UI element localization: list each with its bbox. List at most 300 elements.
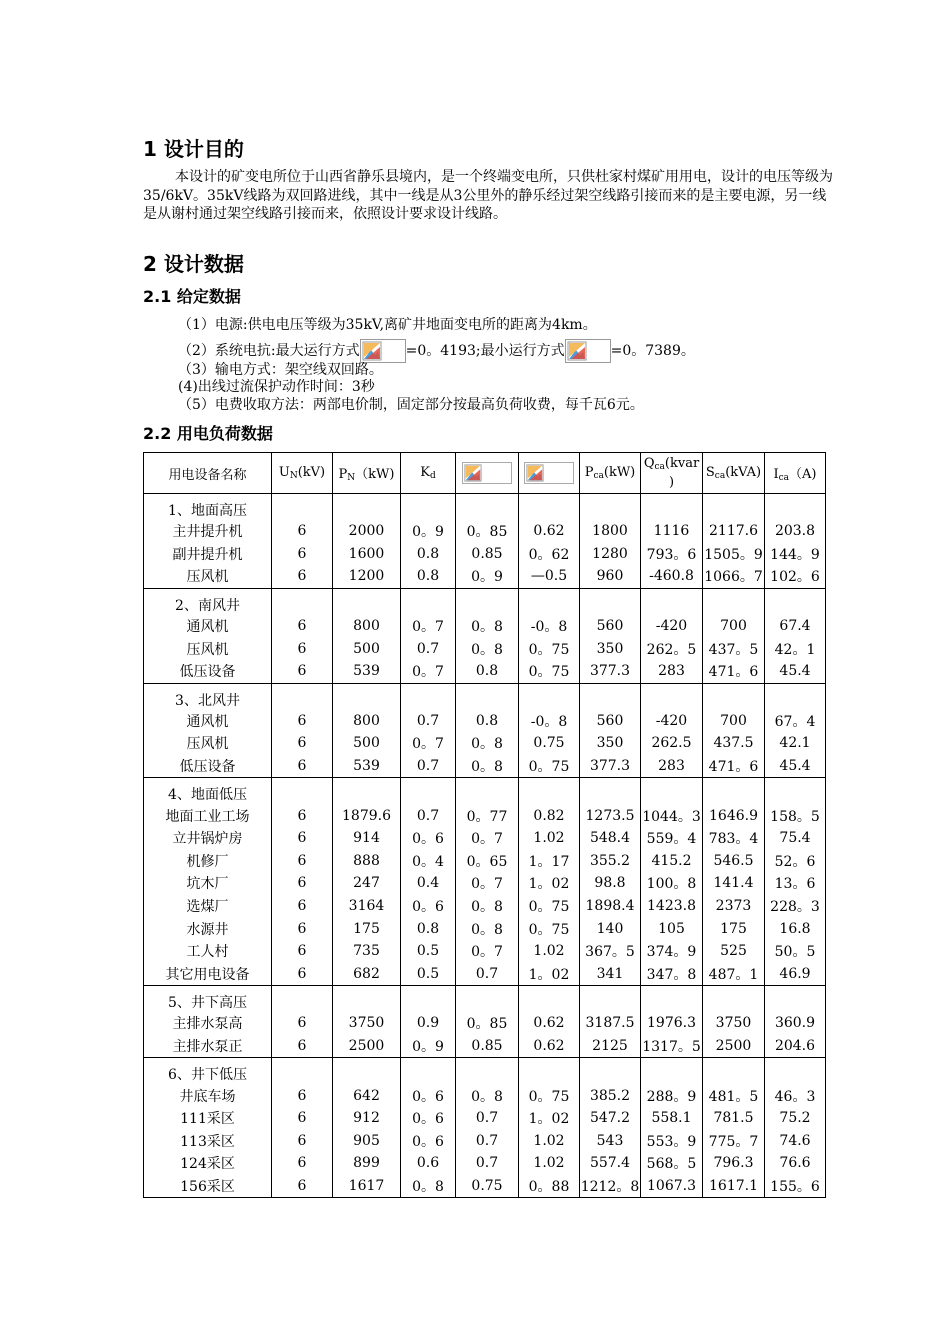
- cell-pca: 557.4: [580, 1152, 641, 1175]
- cell-un: 6: [272, 1012, 333, 1035]
- empty-cell: [456, 778, 519, 805]
- table-row: [144, 1175, 826, 1198]
- cell-un: 6: [272, 1175, 333, 1198]
- cell-cos: 0.8: [456, 660, 519, 683]
- cell-pca: 350: [580, 637, 641, 660]
- empty-cell: [333, 986, 401, 1013]
- header-ica: $I_{ca}(A)$: [765, 453, 826, 494]
- cell-name: 副井提升机: [144, 543, 272, 566]
- cell-pca: 355.2: [580, 850, 641, 873]
- cell-cos: 0。65: [456, 850, 519, 873]
- cell-tan: 0.62: [519, 1012, 580, 1035]
- cell-kd: 0.8: [401, 543, 456, 566]
- cell-tan: 1.02: [519, 1152, 580, 1175]
- cell-pn: 682: [333, 963, 401, 986]
- cell-name: 压风机: [144, 732, 272, 755]
- cell-sca: 1505。9: [703, 543, 765, 566]
- cell-un: 6: [272, 732, 333, 755]
- group-title: 1、地面高压: [144, 494, 272, 521]
- cell-name: 通风机: [144, 615, 272, 638]
- empty-cell: [641, 778, 703, 805]
- cell-pn: 1617: [333, 1175, 401, 1198]
- empty-cell: [272, 1058, 333, 1085]
- cell-cos: 0。8: [456, 755, 519, 778]
- cell-name: 压风机: [144, 565, 272, 588]
- cell-pca: 385.2: [580, 1084, 641, 1107]
- given-line-1: （1）电源:供电电压等级为35kV,离矿井地面变电所的距离为4km。: [178, 317, 597, 333]
- cell-name: 156采区: [144, 1175, 272, 1198]
- empty-cell: [765, 494, 826, 521]
- cell-qca: 1976.3: [641, 1012, 703, 1035]
- cell-ica: 75.4: [765, 827, 826, 850]
- cell-tan: —0.5: [519, 565, 580, 588]
- empty-cell: [765, 588, 826, 615]
- cell-kd: 0。7: [401, 615, 456, 638]
- cell-pca: 98.8: [580, 872, 641, 895]
- table-row: [144, 827, 826, 850]
- cell-ica: 158。5: [765, 804, 826, 827]
- empty-cell: [519, 1058, 580, 1085]
- cell-pca: 1898.4: [580, 895, 641, 918]
- cell-ica: 45.4: [765, 660, 826, 683]
- empty-cell: [401, 494, 456, 521]
- cell-tan: -0。8: [519, 710, 580, 733]
- cell-sca: 471。6: [703, 660, 765, 683]
- cell-pn: 905: [333, 1129, 401, 1152]
- cell-kd: 0。6: [401, 1084, 456, 1107]
- empty-cell: [765, 778, 826, 805]
- cell-cos: 0.7: [456, 1129, 519, 1152]
- cell-qca: 793。6: [641, 543, 703, 566]
- empty-cell: [765, 683, 826, 710]
- empty-cell: [703, 778, 765, 805]
- cell-pca: 341: [580, 963, 641, 986]
- cell-un: 6: [272, 710, 333, 733]
- empty-cell: [703, 986, 765, 1013]
- cell-kd: 0.4: [401, 872, 456, 895]
- cell-name: 机修厂: [144, 850, 272, 873]
- cell-pn: 175: [333, 917, 401, 940]
- cell-sca: 1617.1: [703, 1175, 765, 1198]
- cell-cos: 0。8: [456, 1084, 519, 1107]
- cell-qca: 1116: [641, 520, 703, 543]
- table-row: [144, 755, 826, 778]
- empty-cell: [401, 1058, 456, 1085]
- cell-sca: 141.4: [703, 872, 765, 895]
- cell-kd: 0.5: [401, 963, 456, 986]
- cell-sca: 471。6: [703, 755, 765, 778]
- cell-pn: 912: [333, 1107, 401, 1130]
- table-row: [144, 1012, 826, 1035]
- cell-un: 6: [272, 615, 333, 638]
- empty-cell: [333, 683, 401, 710]
- cell-sca: 2373: [703, 895, 765, 918]
- cell-kd: 0.5: [401, 940, 456, 963]
- empty-cell: [641, 494, 703, 521]
- cell-qca: 283: [641, 660, 703, 683]
- cell-cos: 0。9: [456, 565, 519, 588]
- header-tan-image: [519, 453, 580, 494]
- empty-cell: [703, 588, 765, 615]
- cell-un: 6: [272, 827, 333, 850]
- cell-pca: 1273.5: [580, 804, 641, 827]
- cell-sca: 1066。7: [703, 565, 765, 588]
- cell-ica: 42。1: [765, 637, 826, 660]
- empty-cell: [703, 1058, 765, 1085]
- section-1-title: 1 设计目的: [143, 137, 244, 161]
- given-line-4: (4)出线过流保护动作时间：3秒: [178, 379, 375, 395]
- cell-tan: 0。75: [519, 755, 580, 778]
- cell-tan: 1.02: [519, 940, 580, 963]
- cell-ica: 228。3: [765, 895, 826, 918]
- cell-pn: 539: [333, 660, 401, 683]
- cell-un: 6: [272, 872, 333, 895]
- cell-tan: 0。75: [519, 895, 580, 918]
- cell-pn: 500: [333, 732, 401, 755]
- cell-kd: 0。6: [401, 1107, 456, 1130]
- table-row: [144, 732, 826, 755]
- empty-cell: [456, 494, 519, 521]
- cell-qca: 1067.3: [641, 1175, 703, 1198]
- empty-cell: [641, 986, 703, 1013]
- cell-un: 6: [272, 520, 333, 543]
- header-pn: $P_N(kW)$: [333, 453, 401, 494]
- table-body: [144, 494, 826, 1198]
- empty-cell: [765, 986, 826, 1013]
- empty-cell: [333, 588, 401, 615]
- load-data-table: [143, 452, 826, 1198]
- cell-tan: 0。75: [519, 660, 580, 683]
- cell-qca: 374。9: [641, 940, 703, 963]
- cell-name: 主排水泵高: [144, 1012, 272, 1035]
- cell-cos: 0。85: [456, 520, 519, 543]
- broken-image-icon: [524, 462, 574, 484]
- cell-tan: 1。02: [519, 963, 580, 986]
- cell-pn: 800: [333, 710, 401, 733]
- section-2-title: 2 设计数据: [143, 252, 244, 276]
- cell-ica: 50。5: [765, 940, 826, 963]
- cell-sca: 525: [703, 940, 765, 963]
- table-row: [144, 543, 826, 566]
- cell-pn: 888: [333, 850, 401, 873]
- cell-un: 6: [272, 963, 333, 986]
- cell-qca: 347。8: [641, 963, 703, 986]
- cell-qca: 288。9: [641, 1084, 703, 1107]
- cell-kd: 0。6: [401, 1129, 456, 1152]
- cell-pca: 560: [580, 710, 641, 733]
- header-name: 用电设备名称: [144, 453, 272, 494]
- cell-pn: 2500: [333, 1035, 401, 1058]
- cell-cos: 0。7: [456, 940, 519, 963]
- cell-name: 主井提升机: [144, 520, 272, 543]
- cell-name: 其它用电设备: [144, 963, 272, 986]
- cell-qca: 283: [641, 755, 703, 778]
- cell-cos: 0。85: [456, 1012, 519, 1035]
- cell-pca: 367。5: [580, 940, 641, 963]
- cell-qca: 1423.8: [641, 895, 703, 918]
- cell-un: 6: [272, 1107, 333, 1130]
- empty-cell: [519, 778, 580, 805]
- header-qca: $Q_{ca}(kvar$ ): [641, 453, 703, 494]
- cell-cos: 0.8: [456, 710, 519, 733]
- cell-ica: 102。6: [765, 565, 826, 588]
- empty-cell: [641, 588, 703, 615]
- cell-name: 压风机: [144, 637, 272, 660]
- cell-pca: 3187.5: [580, 1012, 641, 1035]
- cell-name: 坑木厂: [144, 872, 272, 895]
- cell-tan: 1。02: [519, 1107, 580, 1130]
- cell-kd: 0.7: [401, 804, 456, 827]
- cell-cos: 0.7: [456, 1152, 519, 1175]
- cell-tan: 0.62: [519, 520, 580, 543]
- given-line-3: （3）输电方式：架空线双回路。: [178, 362, 383, 378]
- group-title: 2、南风井: [144, 588, 272, 615]
- broken-image-icon: [462, 462, 512, 484]
- empty-cell: [580, 1058, 641, 1085]
- cell-un: 6: [272, 1084, 333, 1107]
- broken-image-icon: [360, 339, 406, 363]
- cell-ica: 203.8: [765, 520, 826, 543]
- cell-un: 6: [272, 850, 333, 873]
- cell-pn: 539: [333, 755, 401, 778]
- given-line-2-a: （2）系统电抗:最大运行方式: [178, 343, 360, 359]
- cell-pca: 548.4: [580, 827, 641, 850]
- section-2-1-title: 2.1 给定数据: [143, 287, 241, 306]
- cell-kd: 0.7: [401, 637, 456, 660]
- cell-ica: 76.6: [765, 1152, 826, 1175]
- cell-pn: 500: [333, 637, 401, 660]
- cell-pca: 140: [580, 917, 641, 940]
- cell-sca: 700: [703, 710, 765, 733]
- cell-ica: 144。9: [765, 543, 826, 566]
- table-row: [144, 1152, 826, 1175]
- cell-pn: 899: [333, 1152, 401, 1175]
- cell-kd: 0.7: [401, 710, 456, 733]
- cell-cos: 0。7: [456, 872, 519, 895]
- cell-name: 124采区: [144, 1152, 272, 1175]
- given-line-5: （5）电费收取方法：两部电价制，固定部分按最高负荷收费，每千瓦6元。: [178, 397, 644, 413]
- cell-pca: 350: [580, 732, 641, 755]
- given-line-2: [178, 339, 695, 363]
- cell-pn: 2000: [333, 520, 401, 543]
- empty-cell: [580, 494, 641, 521]
- header-sca: $S_{ca}(kVA)$: [703, 453, 765, 494]
- table-row: [144, 804, 826, 827]
- cell-qca: 1044。3: [641, 804, 703, 827]
- empty-cell: [272, 588, 333, 615]
- group-title: 5、井下高压: [144, 986, 272, 1013]
- table-group-row: [144, 1058, 826, 1085]
- cell-tan: 0。75: [519, 1084, 580, 1107]
- table-group-row: [144, 683, 826, 710]
- cell-ica: 16.8: [765, 917, 826, 940]
- table-row: [144, 615, 826, 638]
- cell-ica: 360.9: [765, 1012, 826, 1035]
- cell-un: 6: [272, 755, 333, 778]
- cell-un: 6: [272, 804, 333, 827]
- cell-pca: 1280: [580, 543, 641, 566]
- table-row: [144, 520, 826, 543]
- cell-sca: 487。1: [703, 963, 765, 986]
- cell-name: 工人村: [144, 940, 272, 963]
- given-line-2-c: =0。7389。: [610, 343, 695, 359]
- cell-qca: 100。8: [641, 872, 703, 895]
- cell-un: 6: [272, 1129, 333, 1152]
- cell-tan: 0。62: [519, 543, 580, 566]
- cell-kd: 0.7: [401, 755, 456, 778]
- cell-cos: 0。8: [456, 917, 519, 940]
- cell-cos: 0.75: [456, 1175, 519, 1198]
- table-row: [144, 710, 826, 733]
- cell-ica: 46.9: [765, 963, 826, 986]
- header-un: $U_N(kV)$: [272, 453, 333, 494]
- cell-qca: 262.5: [641, 732, 703, 755]
- empty-cell: [580, 588, 641, 615]
- empty-cell: [272, 494, 333, 521]
- table-row: [144, 1129, 826, 1152]
- empty-cell: [580, 683, 641, 710]
- cell-qca: -420: [641, 615, 703, 638]
- cell-sca: 2117.6: [703, 520, 765, 543]
- header-pca: $P_{ca}(kW)$: [580, 453, 641, 494]
- empty-cell: [703, 683, 765, 710]
- cell-name: 主排水泵正: [144, 1035, 272, 1058]
- empty-cell: [519, 683, 580, 710]
- empty-cell: [641, 1058, 703, 1085]
- table-header-row: [144, 453, 826, 494]
- cell-pca: 560: [580, 615, 641, 638]
- header-kd: $K_d$: [401, 453, 456, 494]
- cell-cos: 0.85: [456, 543, 519, 566]
- cell-kd: 0.8: [401, 565, 456, 588]
- empty-cell: [580, 986, 641, 1013]
- header-cos-image: [456, 453, 519, 494]
- cell-sca: 781.5: [703, 1107, 765, 1130]
- cell-tan: 0。88: [519, 1175, 580, 1198]
- cell-un: 6: [272, 895, 333, 918]
- cell-sca: 481。5: [703, 1084, 765, 1107]
- cell-qca: -460.8: [641, 565, 703, 588]
- cell-ica: 52。6: [765, 850, 826, 873]
- cell-kd: 0。7: [401, 732, 456, 755]
- table-row: [144, 895, 826, 918]
- cell-kd: 0。6: [401, 827, 456, 850]
- table-row: [144, 637, 826, 660]
- cell-sca: 2500: [703, 1035, 765, 1058]
- cell-sca: 796.3: [703, 1152, 765, 1175]
- cell-pn: 800: [333, 615, 401, 638]
- cell-cos: 0。7: [456, 827, 519, 850]
- empty-cell: [401, 986, 456, 1013]
- empty-cell: [456, 986, 519, 1013]
- cell-pn: 1879.6: [333, 804, 401, 827]
- cell-qca: 553。9: [641, 1129, 703, 1152]
- cell-tan: 0.82: [519, 804, 580, 827]
- cell-qca: 262。5: [641, 637, 703, 660]
- cell-cos: 0.7: [456, 1107, 519, 1130]
- empty-cell: [456, 683, 519, 710]
- cell-pca: 2125: [580, 1035, 641, 1058]
- empty-cell: [272, 683, 333, 710]
- cell-sca: 175: [703, 917, 765, 940]
- cell-pn: 1200: [333, 565, 401, 588]
- empty-cell: [703, 494, 765, 521]
- cell-ica: 45.4: [765, 755, 826, 778]
- cell-kd: 0。4: [401, 850, 456, 873]
- cell-name: 低压设备: [144, 660, 272, 683]
- table-row: [144, 850, 826, 873]
- cell-pca: 1212。8: [580, 1175, 641, 1198]
- empty-cell: [456, 588, 519, 615]
- group-title: 3、北风井: [144, 683, 272, 710]
- empty-cell: [456, 1058, 519, 1085]
- cell-qca: 105: [641, 917, 703, 940]
- empty-cell: [401, 588, 456, 615]
- cell-kd: 0.8: [401, 917, 456, 940]
- cell-pca: 377.3: [580, 755, 641, 778]
- cell-qca: 559。4: [641, 827, 703, 850]
- table-group-row: [144, 588, 826, 615]
- cell-kd: 0。9: [401, 1035, 456, 1058]
- table-row: [144, 872, 826, 895]
- cell-pn: 3164: [333, 895, 401, 918]
- cell-sca: 775。7: [703, 1129, 765, 1152]
- cell-pn: 642: [333, 1084, 401, 1107]
- cell-pca: 960: [580, 565, 641, 588]
- group-title: 4、地面低压: [144, 778, 272, 805]
- empty-cell: [580, 778, 641, 805]
- cell-name: 113采区: [144, 1129, 272, 1152]
- empty-cell: [333, 778, 401, 805]
- cell-kd: 0。6: [401, 895, 456, 918]
- cell-ica: 74.6: [765, 1129, 826, 1152]
- cell-un: 6: [272, 917, 333, 940]
- table-group-row: [144, 778, 826, 805]
- table-row: [144, 940, 826, 963]
- cell-pn: 1600: [333, 543, 401, 566]
- cell-kd: 0.6: [401, 1152, 456, 1175]
- broken-image-icon: [565, 339, 611, 363]
- cell-name: 立井锅炉房: [144, 827, 272, 850]
- cell-ica: 42.1: [765, 732, 826, 755]
- empty-cell: [272, 778, 333, 805]
- cell-cos: 0.85: [456, 1035, 519, 1058]
- cell-qca: 568。5: [641, 1152, 703, 1175]
- cell-ica: 155。6: [765, 1175, 826, 1198]
- cell-ica: 67。4: [765, 710, 826, 733]
- cell-name: 通风机: [144, 710, 272, 733]
- cell-qca: 558.1: [641, 1107, 703, 1130]
- cell-tan: 1.02: [519, 1129, 580, 1152]
- group-title: 6、井下低压: [144, 1058, 272, 1085]
- table-group-row: [144, 986, 826, 1013]
- cell-qca: -420: [641, 710, 703, 733]
- cell-cos: 0。8: [456, 615, 519, 638]
- cell-tan: 1.02: [519, 827, 580, 850]
- cell-un: 6: [272, 1035, 333, 1058]
- cell-pca: 377.3: [580, 660, 641, 683]
- cell-pca: 1800: [580, 520, 641, 543]
- cell-sca: 783。4: [703, 827, 765, 850]
- table-row: [144, 963, 826, 986]
- cell-ica: 13。6: [765, 872, 826, 895]
- cell-un: 6: [272, 660, 333, 683]
- empty-cell: [401, 683, 456, 710]
- cell-qca: 415.2: [641, 850, 703, 873]
- cell-ica: 204.6: [765, 1035, 826, 1058]
- cell-kd: 0。8: [401, 1175, 456, 1198]
- cell-name: 选煤厂: [144, 895, 272, 918]
